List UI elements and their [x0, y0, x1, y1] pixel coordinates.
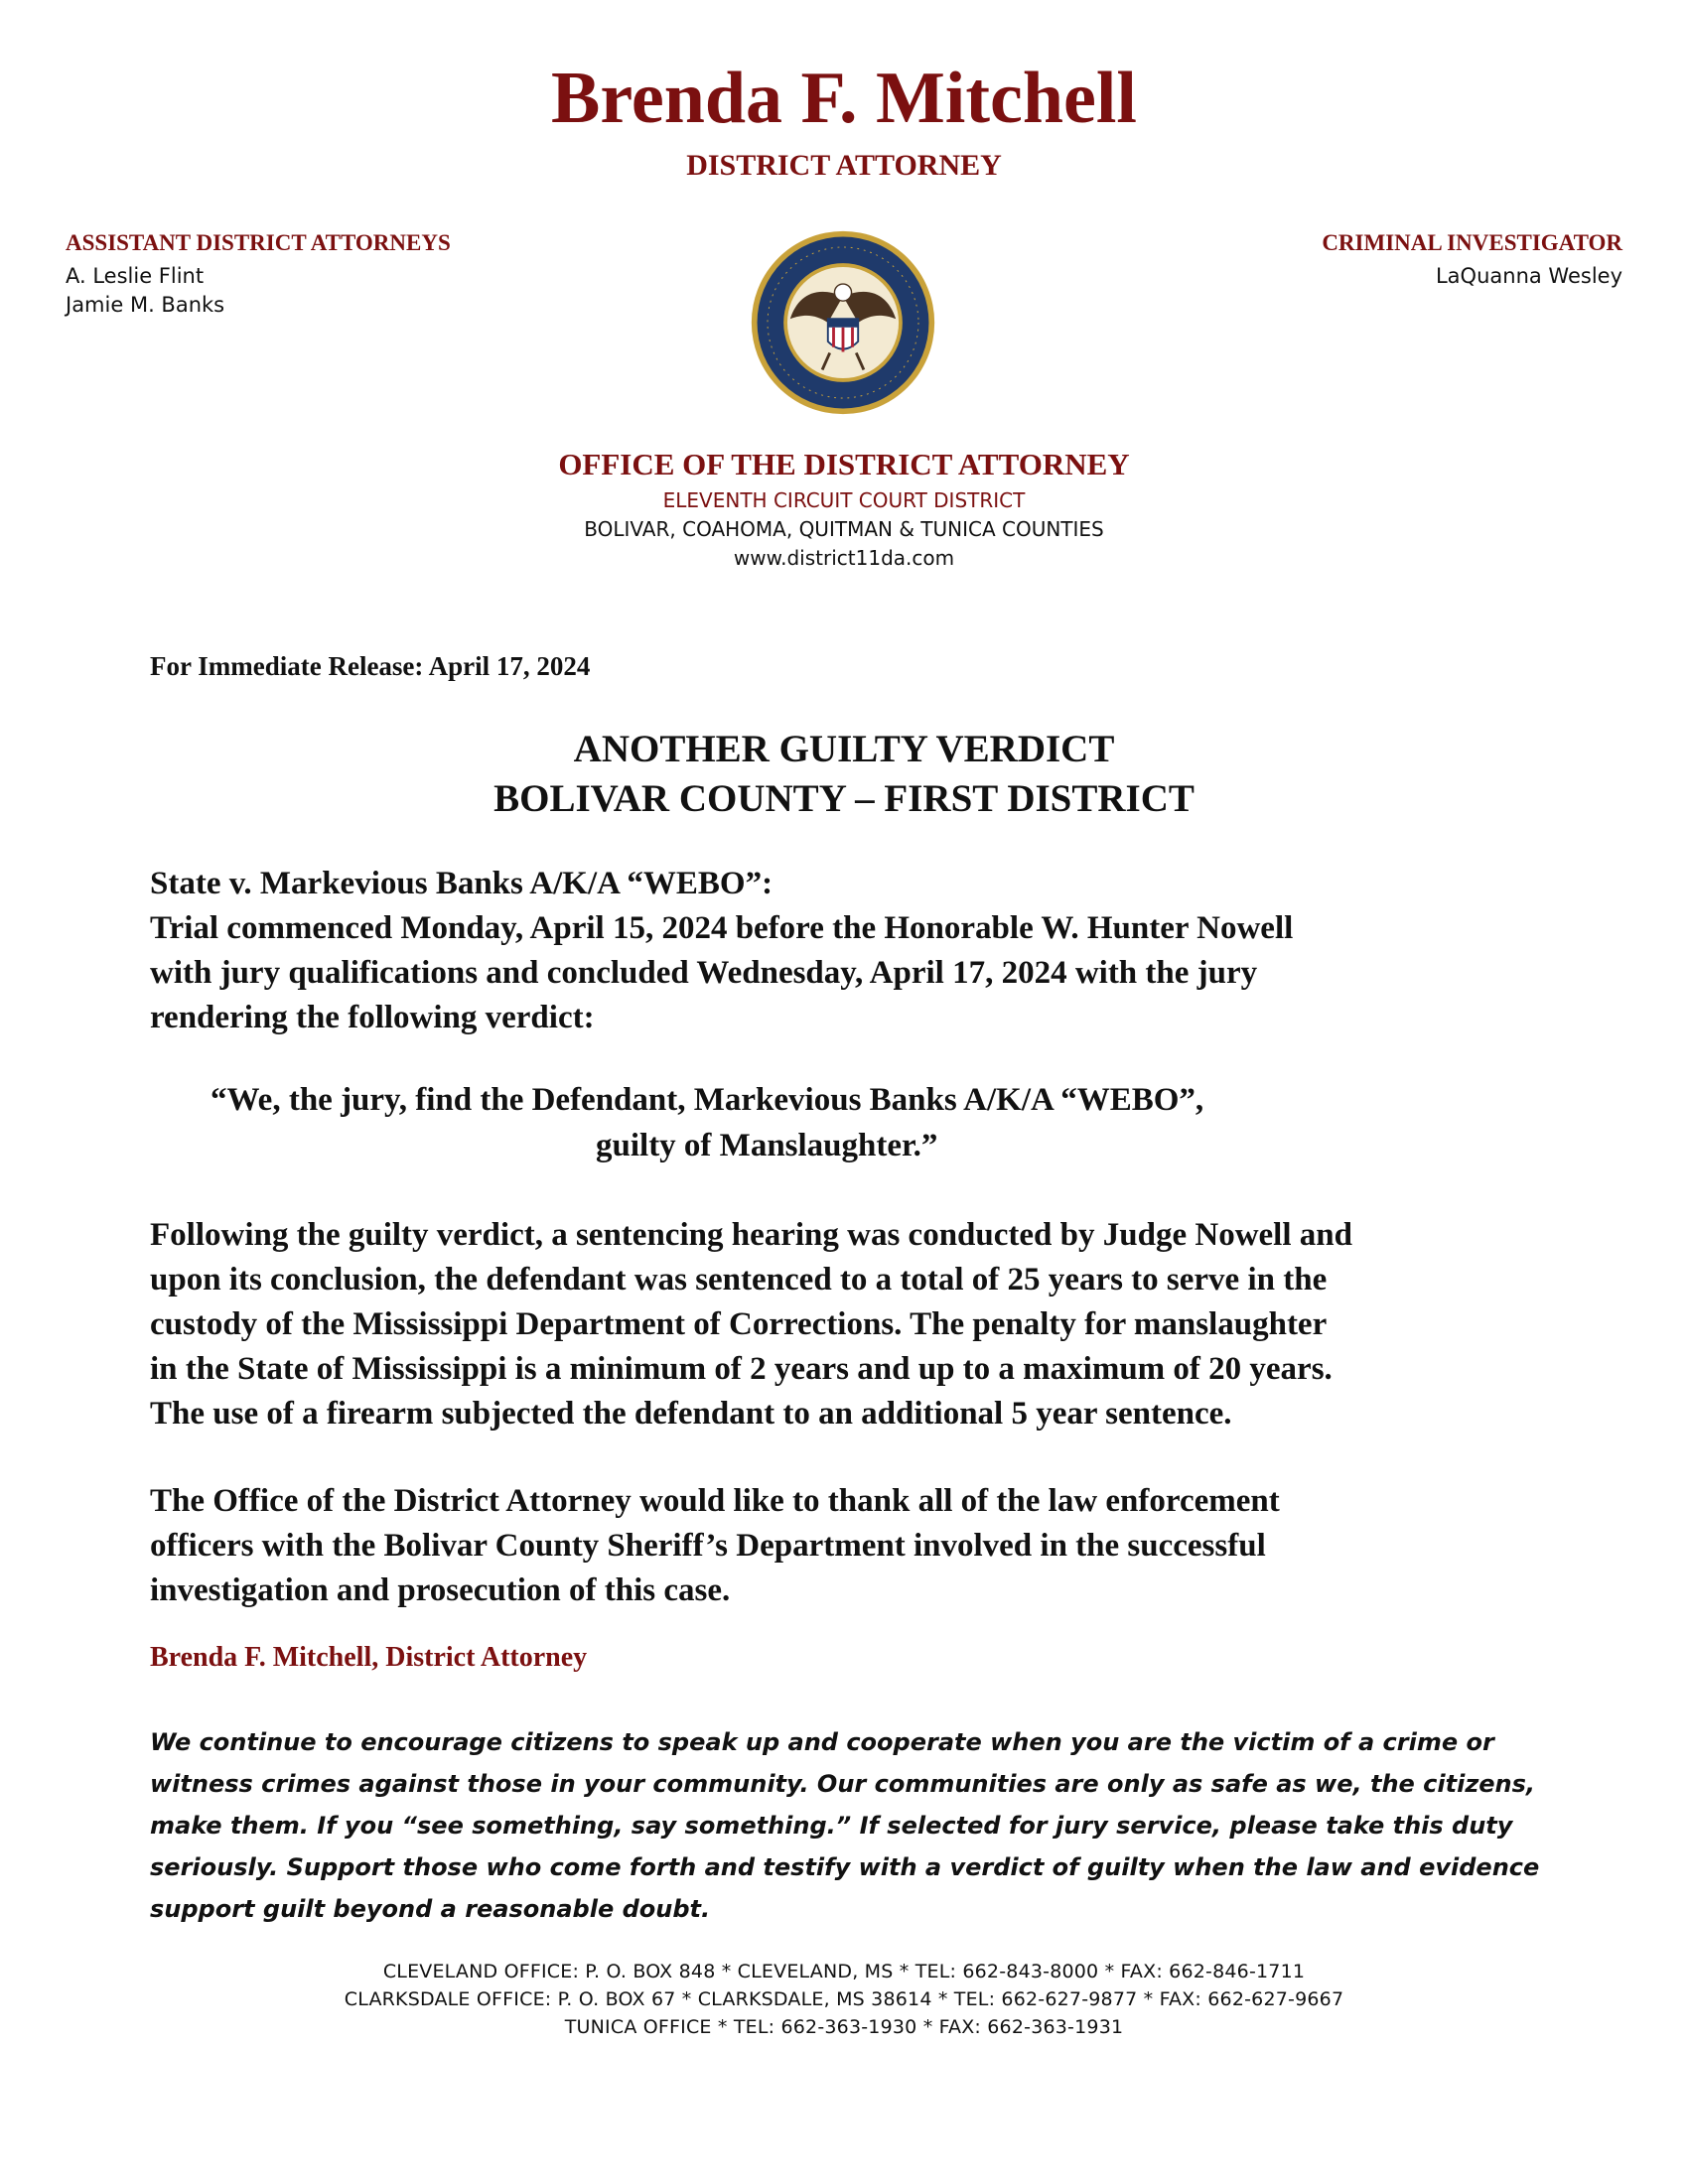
- thanks-line: investigation and prosecution of this case.: [150, 1572, 731, 1608]
- footer-line: CLARKSDALE OFFICE: P. O. BOX 67 * CLARKSDALE, MS 38614 * TEL: 662-627-9877 * FAX: 662-627-9667: [344, 1988, 1344, 2010]
- sentence-line: custody of the Mississippi Department of Corrections. The penalty for manslaughter: [150, 1306, 1328, 1342]
- district-attorney-title: DISTRICT ATTORNEY: [686, 149, 1002, 182]
- investigator-heading: CRIMINAL INVESTIGATOR: [1322, 230, 1622, 255]
- verdict-line: “We, the jury, find the Defendant, Markevious Banks A/K/A “WEBO”,: [211, 1082, 1204, 1118]
- assistant-name: A. Leslie Flint: [66, 264, 205, 288]
- thanks-line: officers with the Bolivar County Sheriff’s Department involved in the successful: [150, 1528, 1266, 1564]
- case-line: with jury qualifications and concluded Wednesday, April 17, 2024 with the jury: [150, 955, 1258, 991]
- sentence-paragraph: [150, 1213, 1580, 1436]
- encouragement-paragraph: [150, 1721, 1580, 1930]
- sentence-line: Following the guilty verdict, a sentencing hearing was conducted by Judge Nowell and: [150, 1217, 1352, 1253]
- sentence-line: in the State of Mississippi is a minimum of 2 years and up to a maximum of 20 years.: [150, 1351, 1333, 1387]
- case-line: State v. Markevious Banks A/K/A “WEBO”:: [150, 866, 774, 901]
- footer-line: CLEVELAND OFFICE: P. O. BOX 848 * CLEVELAND, MS * TEL: 662-843-8000 * FAX: 662-846-1711: [382, 1961, 1306, 1982]
- district-attorney-name: Brenda F. Mitchell: [551, 58, 1137, 139]
- assistants-heading: ASSISTANT DISTRICT ATTORNEYS: [66, 230, 451, 255]
- case-line: rendering the following verdict:: [150, 1000, 595, 1035]
- investigator-name: LaQuanna Wesley: [1435, 264, 1622, 288]
- case-paragraph: [150, 862, 1580, 1040]
- signature: Brenda F. Mitchell, District Attorney: [150, 1642, 588, 1673]
- office-title: OFFICE OF THE DISTRICT ATTORNEY: [558, 447, 1130, 481]
- office-website: www.district11da.com: [733, 546, 955, 570]
- mississippi-state-seal-icon: [749, 228, 937, 417]
- verdict-quote: [0, 1077, 1688, 1168]
- thanks-paragraph: [150, 1479, 1580, 1613]
- circuit-district: ELEVENTH CIRCUIT COURT DISTRICT: [662, 488, 1026, 512]
- criminal-investigator: [1322, 230, 1622, 291]
- headline: [0, 725, 1688, 824]
- assistant-name: Jamie M. Banks: [66, 293, 225, 317]
- encourage-line: We continue to encourage citizens to speak up and cooperate when you are the victim of a crime or: [150, 1728, 1494, 1756]
- assistant-district-attorneys: [66, 230, 451, 320]
- release-date: For Immediate Release: April 17, 2024: [150, 651, 591, 681]
- sentence-line: The use of a firearm subjected the defendant to an additional 5 year sentence.: [150, 1396, 1232, 1432]
- encourage-line: make them. If you “see something, say something.” If selected for jury service, please take this duty: [150, 1812, 1513, 1840]
- counties-served: BOLIVAR, COAHOMA, QUITMAN & TUNICA COUNTIES: [584, 517, 1104, 541]
- headline-line: ANOTHER GUILTY VERDICT: [573, 728, 1115, 770]
- footer-line: TUNICA OFFICE * TEL: 662-363-1930 * FAX: 662-363-1931: [564, 2016, 1124, 2038]
- case-line: Trial commenced Monday, April 15, 2024 before the Honorable W. Hunter Nowell: [150, 910, 1294, 946]
- encourage-line: seriously. Support those who come forth and testify with a verdict of guilty when the law and evidence: [150, 1853, 1540, 1881]
- office-contact-footer: [0, 1958, 1688, 2041]
- verdict-line: guilty of Manslaughter.”: [596, 1128, 938, 1163]
- encourage-line: witness crimes against those in your community. Our communities are only as safe as we, the citizens,: [150, 1770, 1536, 1798]
- encourage-line: support guilt beyond a reasonable doubt.: [150, 1895, 711, 1923]
- headline-line: BOLIVAR COUNTY – FIRST DISTRICT: [493, 777, 1195, 820]
- office-heading: [0, 447, 1688, 573]
- thanks-line: The Office of the District Attorney would like to thank all of the law enforcement: [150, 1483, 1280, 1519]
- sentence-line: upon its conclusion, the defendant was sentenced to a total of 25 years to serve in the: [150, 1262, 1328, 1297]
